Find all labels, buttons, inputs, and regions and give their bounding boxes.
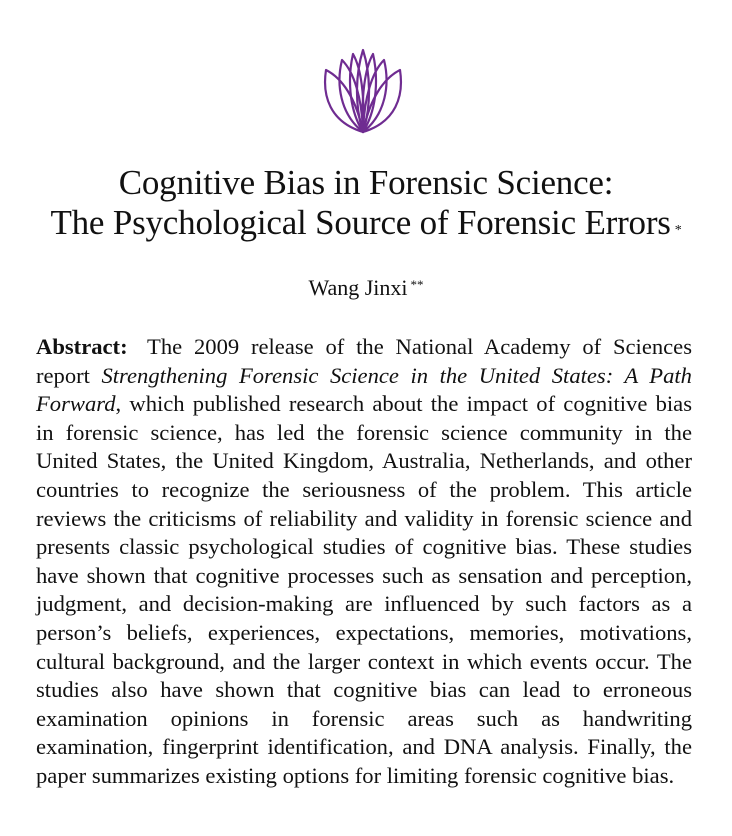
author-footnote-mark: ** [410, 277, 424, 292]
paper-title-line-1 [0, 163, 732, 203]
abstract-text-after: , which published research about the impact of cognitive bias in forensic science, has led the forensic science community in the United States, the United Kingdom, Australia, Netherlands, and other countries to recognize the seriousness of the problem. This article reviews the criticisms of reliability and validity in forensic science and presents classic psychological studies of cognitive bias. These studies have shown that cognitive processes such as sensation and perception, judgment, and decision-making are influenced by such factors as a person’s beliefs, experiences, expectations, memories, motivations, cultural background, and the larger context in which events occur. The studies also have shown that cognitive bias can lead to erroneous examination opinions in forensic areas such as handwriting examination, fingerprint identification, and DNA analysis. Finally, the paper summarizes existing options for limiting forensic cognitive bias. [36, 391, 692, 788]
abstract-text-before: The 2009 release of the National Academy of Sciences report [36, 334, 692, 388]
paper-title-text-1: Cognitive Bias in Forensic Science: [118, 163, 614, 202]
abstract-paragraph [36, 333, 692, 791]
author-line [0, 274, 732, 302]
title-footnote-mark: * [674, 223, 682, 238]
abstract-report-title: Strengthening Forensic Science in the United States: A Path Forward [36, 362, 692, 417]
lotus-icon [320, 48, 406, 134]
abstract-label: Abstract: [36, 334, 128, 359]
paper-title-line-2 [0, 203, 732, 243]
paper-title-text-2: The Psychological Source of Forensic Errors [50, 203, 671, 242]
author-name: Wang Jinxi [308, 275, 408, 300]
